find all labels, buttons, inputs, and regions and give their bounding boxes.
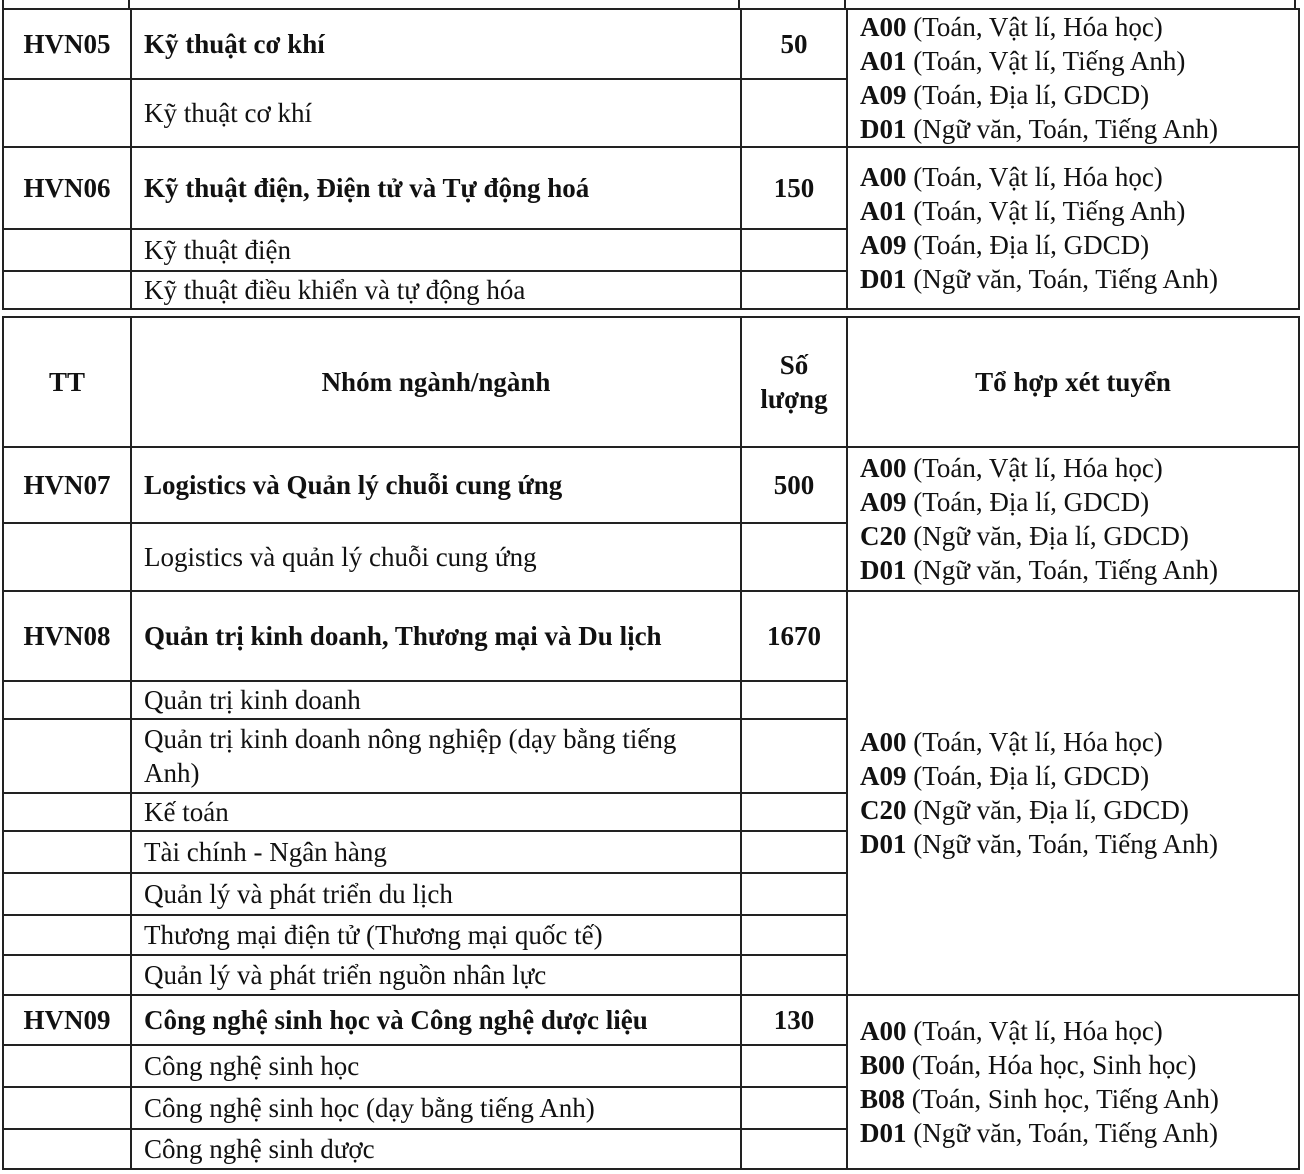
major-name: Công nghệ sinh học <box>131 1045 741 1087</box>
combination-line: D01 (Ngữ văn, Toán, Tiếng Anh) <box>860 1118 1219 1148</box>
group-code: HVN06 <box>3 147 131 229</box>
combination-line: A00 (Toán, Vật lí, Hóa học) <box>860 162 1163 192</box>
combination-line: C20 (Ngữ văn, Địa lí, GDCD) <box>860 521 1189 551</box>
group-name: Công nghệ sinh học và Công nghệ dược liệu <box>131 995 741 1045</box>
group-name: Kỹ thuật cơ khí <box>131 9 741 79</box>
group-row <box>3 591 1299 681</box>
table-header <box>3 317 1299 447</box>
group-quantity: 150 <box>741 147 847 229</box>
header-combinations: Tổ hợp xét tuyển <box>847 317 1299 447</box>
group-quantity: 50 <box>741 9 847 79</box>
major-name: Kỹ thuật điện <box>131 229 741 271</box>
group-row <box>3 995 1299 1045</box>
major-name: Quản lý và phát triển nguồn nhân lực <box>131 955 741 995</box>
combination-line: A09 (Toán, Địa lí, GDCD) <box>860 487 1150 517</box>
major-name: Quản lý và phát triển du lịch <box>131 873 741 915</box>
admissions-table-continued <box>2 8 1300 310</box>
combination-line: A01 (Toán, Vật lí, Tiếng Anh) <box>860 196 1186 226</box>
group-quantity: 1670 <box>741 591 847 681</box>
major-name: Kế toán <box>131 793 741 831</box>
combination-line: A09 (Toán, Địa lí, GDCD) <box>860 761 1150 791</box>
combination-line: D01 (Ngữ văn, Toán, Tiếng Anh) <box>860 555 1219 585</box>
combination-line: A09 (Toán, Địa lí, GDCD) <box>860 80 1150 110</box>
combination-line: C20 (Ngữ văn, Địa lí, GDCD) <box>860 795 1189 825</box>
combination-line: A00 (Toán, Vật lí, Hóa học) <box>860 727 1163 757</box>
combination-line: D01 (Ngữ văn, Toán, Tiếng Anh) <box>860 264 1219 294</box>
group-code: HVN09 <box>3 995 131 1045</box>
combination-line: B08 (Toán, Sinh học, Tiếng Anh) <box>860 1084 1219 1114</box>
combination-line: A09 (Toán, Địa lí, GDCD) <box>860 230 1150 260</box>
group-code: HVN08 <box>3 591 131 681</box>
major-name: Quản trị kinh doanh <box>131 681 741 719</box>
previous-row-fragment <box>0 0 1304 8</box>
major-name: Thương mại điện tử (Thương mại quốc tế) <box>131 915 741 955</box>
combination-line: B00 (Toán, Hóa học, Sinh học) <box>860 1050 1197 1080</box>
combination-line: D01 (Ngữ văn, Toán, Tiếng Anh) <box>860 829 1219 859</box>
major-name: Công nghệ sinh dược <box>131 1129 741 1169</box>
group-name: Quản trị kinh doanh, Thương mại và Du lịch <box>131 591 741 681</box>
group-row <box>3 447 1299 523</box>
combination-line: A00 (Toán, Vật lí, Hóa học) <box>860 12 1163 42</box>
header-quantity: Số lượng <box>741 317 847 447</box>
group-quantity: 500 <box>741 447 847 523</box>
major-name: Kỹ thuật cơ khí <box>131 79 741 147</box>
major-name: Quản trị kinh doanh nông nghiệp (dạy bằng tiếng Anh) <box>131 719 741 793</box>
header-name: Nhóm ngành/ngành <box>131 317 741 447</box>
combination-cell <box>847 147 1299 309</box>
combination-line: A00 (Toán, Vật lí, Hóa học) <box>860 453 1163 483</box>
group-name: Logistics và Quản lý chuỗi cung ứng <box>131 447 741 523</box>
combination-line: A01 (Toán, Vật lí, Tiếng Anh) <box>860 46 1186 76</box>
combination-line: D01 (Ngữ văn, Toán, Tiếng Anh) <box>860 114 1219 144</box>
group-name: Kỹ thuật điện, Điện tử và Tự động hoá <box>131 147 741 229</box>
combination-line: A00 (Toán, Vật lí, Hóa học) <box>860 1016 1163 1046</box>
major-name: Công nghệ sinh học (dạy bằng tiếng Anh) <box>131 1087 741 1129</box>
header-tt: TT <box>3 317 131 447</box>
major-name: Kỹ thuật điều khiển và tự động hóa <box>131 271 741 309</box>
major-name: Logistics và quản lý chuỗi cung ứng <box>131 523 741 591</box>
group-quantity: 130 <box>741 995 847 1045</box>
combination-cell <box>847 447 1299 591</box>
group-row <box>3 9 1299 79</box>
combination-cell <box>847 591 1299 995</box>
admissions-table <box>2 316 1300 1170</box>
group-row <box>3 147 1299 229</box>
combination-cell <box>847 9 1299 147</box>
group-code: HVN05 <box>3 9 131 79</box>
major-name: Tài chính - Ngân hàng <box>131 831 741 873</box>
group-code: HVN07 <box>3 447 131 523</box>
combination-cell <box>847 995 1299 1169</box>
